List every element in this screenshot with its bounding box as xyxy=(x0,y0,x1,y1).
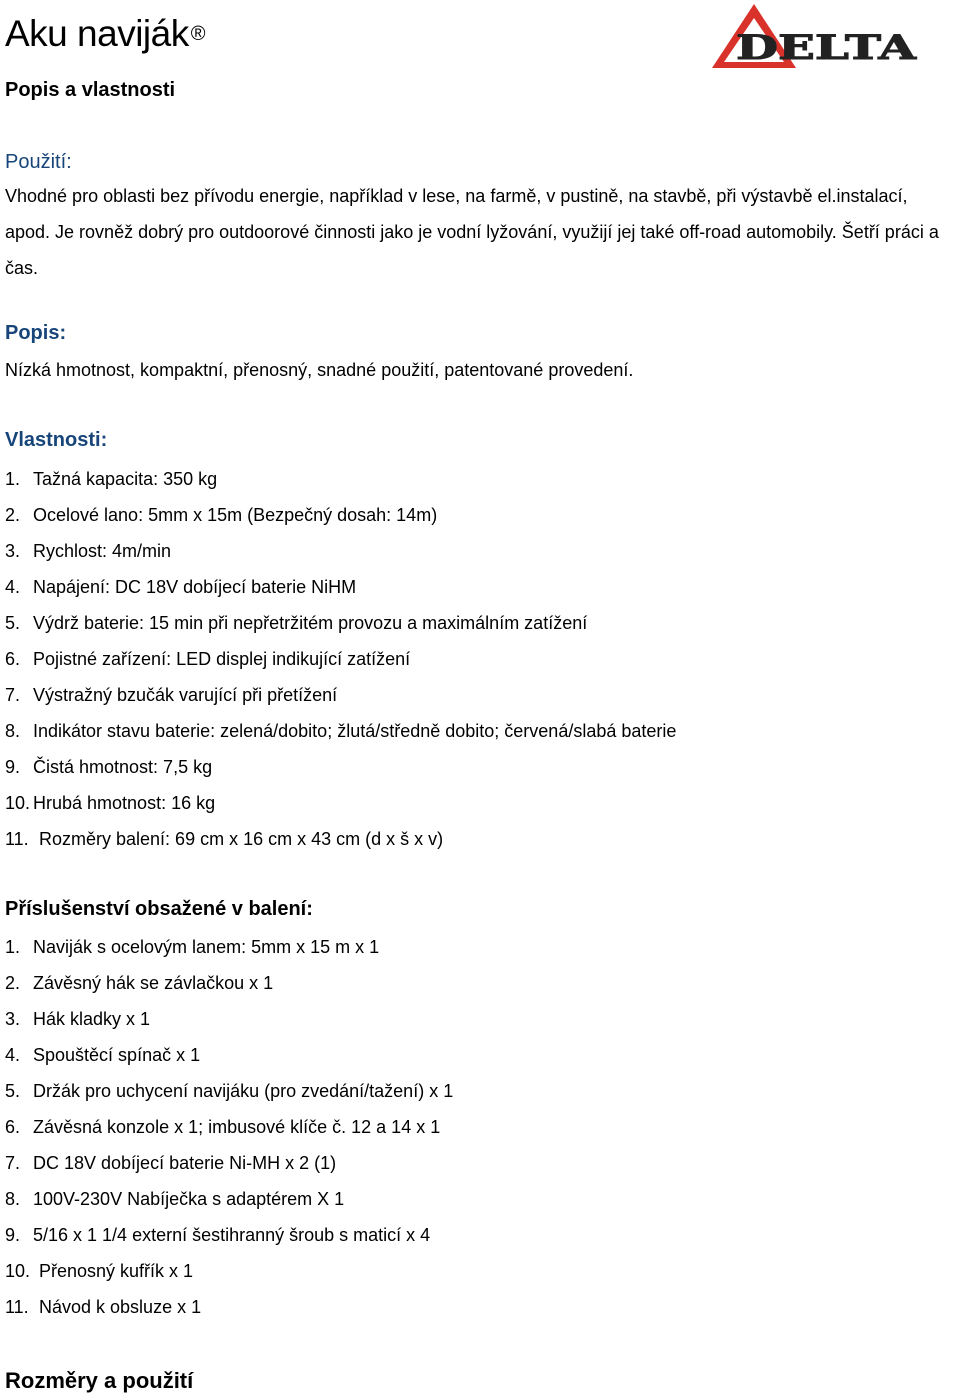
item-text: Spouštěcí spínač x 1 xyxy=(33,1045,201,1065)
description-label: Popis: xyxy=(5,322,67,344)
item-number: 6. xyxy=(5,649,21,669)
item-number: 8. xyxy=(5,721,21,741)
list-item xyxy=(5,533,676,569)
title-text: Aku naviják xyxy=(5,13,189,54)
item-text: Čistá hmotnost: 7,5 kg xyxy=(33,757,213,777)
item-number: 10. xyxy=(5,1261,31,1281)
list-item xyxy=(5,1289,453,1325)
item-text: Hák kladky x 1 xyxy=(33,1009,151,1029)
list-item xyxy=(5,713,676,749)
document-title xyxy=(5,12,205,56)
list-item xyxy=(5,785,676,821)
list-item xyxy=(5,461,676,497)
list-item xyxy=(5,641,676,677)
properties-label: Vlastnosti: xyxy=(5,429,108,451)
registered-mark: ® xyxy=(190,23,205,45)
item-text: Napájení: DC 18V dobíjecí baterie NiHM xyxy=(33,577,357,597)
list-item xyxy=(5,497,676,533)
list-item xyxy=(5,1145,453,1181)
item-number: 9. xyxy=(5,757,21,777)
item-number: 5. xyxy=(5,1081,21,1101)
main-heading: Popis a vlastnosti xyxy=(5,79,176,101)
properties-list xyxy=(5,461,676,857)
item-text: Návod k obsluze x 1 xyxy=(39,1297,202,1317)
item-text: Závěsná konzole x 1; imbusové klíče č. 12 a 14 x 1 xyxy=(33,1117,441,1137)
dimensions-heading: Rozměry a použití xyxy=(5,1368,194,1393)
item-text: Naviják s ocelovým lanem: 5mm x 15 m x 1 xyxy=(33,937,380,957)
item-text: Hrubá hmotnost: 16 kg xyxy=(33,793,216,813)
item-text: Výstražný bzučák varující při přetížení xyxy=(33,685,338,705)
item-text: Přenosný kufřík x 1 xyxy=(39,1261,194,1281)
usage-label: Použití: xyxy=(5,151,72,173)
list-item xyxy=(5,569,676,605)
item-text: Závěsný hák se závlačkou x 1 xyxy=(33,973,274,993)
item-text: 5/16 x 1 1/4 externí šestihranný šroub s maticí x 4 xyxy=(33,1225,431,1245)
accessories-label: Příslušenství obsažené v balení: xyxy=(5,898,313,920)
accessories-list xyxy=(5,929,453,1325)
item-text: Ocelové lano: 5mm x 15m (Bezpečný dosah: 14m) xyxy=(33,505,438,525)
item-number: 7. xyxy=(5,1153,21,1173)
item-number: 8. xyxy=(5,1189,21,1209)
item-number: 4. xyxy=(5,577,21,597)
item-number: 9. xyxy=(5,1225,21,1245)
list-item xyxy=(5,1109,453,1145)
item-text: Rychlost: 4m/min xyxy=(33,541,172,561)
item-text: Indikátor stavu baterie: zelená/dobito; žlutá/středně dobito; červená/slabá baterie xyxy=(33,721,677,741)
item-text: DC 18V dobíjecí baterie Ni-MH x 2 (1) xyxy=(33,1153,337,1173)
list-item xyxy=(5,1073,453,1109)
list-item xyxy=(5,1217,453,1253)
item-number: 5. xyxy=(5,613,21,633)
delta-logo xyxy=(708,2,920,72)
item-number: 3. xyxy=(5,1009,21,1029)
usage-text: Vhodné pro oblasti bez přívodu energie, například v lese, na farmě, v pustině, na stavbě, při výstavbě el.instalací, apod. Je rovněž dobrý pro outdoorové činnosti jako je vodní lyžování, využijí jej také off-road automobily. Šetří práci a čas. xyxy=(5,186,939,278)
list-item xyxy=(5,929,453,965)
item-number: 6. xyxy=(5,1117,21,1137)
item-text: Rozměry balení: 69 cm x 16 cm x 43 cm (d x š x v) xyxy=(39,829,444,849)
item-number: 11. xyxy=(5,1297,29,1317)
list-item xyxy=(5,1037,453,1073)
item-text: Držák pro uchycení navijáku (pro zvedání/tažení) x 1 xyxy=(33,1081,454,1101)
item-number: 2. xyxy=(5,505,21,525)
item-number: 3. xyxy=(5,541,21,561)
list-item xyxy=(5,605,676,641)
list-item xyxy=(5,821,676,857)
description-text: Nízká hmotnost, kompaktní, přenosný, snadné použití, patentované provedení. xyxy=(5,360,634,380)
list-item xyxy=(5,1253,453,1289)
list-item xyxy=(5,749,676,785)
logo-wordmark: DELTA xyxy=(736,28,917,68)
item-text: Pojistné zařízení: LED displej indikující zatížení xyxy=(33,649,411,669)
list-item xyxy=(5,965,453,1001)
item-number: 2. xyxy=(5,973,21,993)
item-text: Tažná kapacita: 350 kg xyxy=(33,469,218,489)
item-number: 4. xyxy=(5,1045,21,1065)
list-item xyxy=(5,677,676,713)
item-text: 100V-230V Nabíječka s adaptérem X 1 xyxy=(33,1189,345,1209)
item-number: 11. xyxy=(5,829,29,849)
list-item xyxy=(5,1181,453,1217)
item-number: 1. xyxy=(5,469,21,489)
list-item xyxy=(5,1001,453,1037)
item-number: 10. xyxy=(5,793,31,813)
item-number: 7. xyxy=(5,685,21,705)
item-text: Výdrž baterie: 15 min při nepřetržitém provozu a maximálním zatížení xyxy=(33,613,588,633)
item-number: 1. xyxy=(5,937,21,957)
